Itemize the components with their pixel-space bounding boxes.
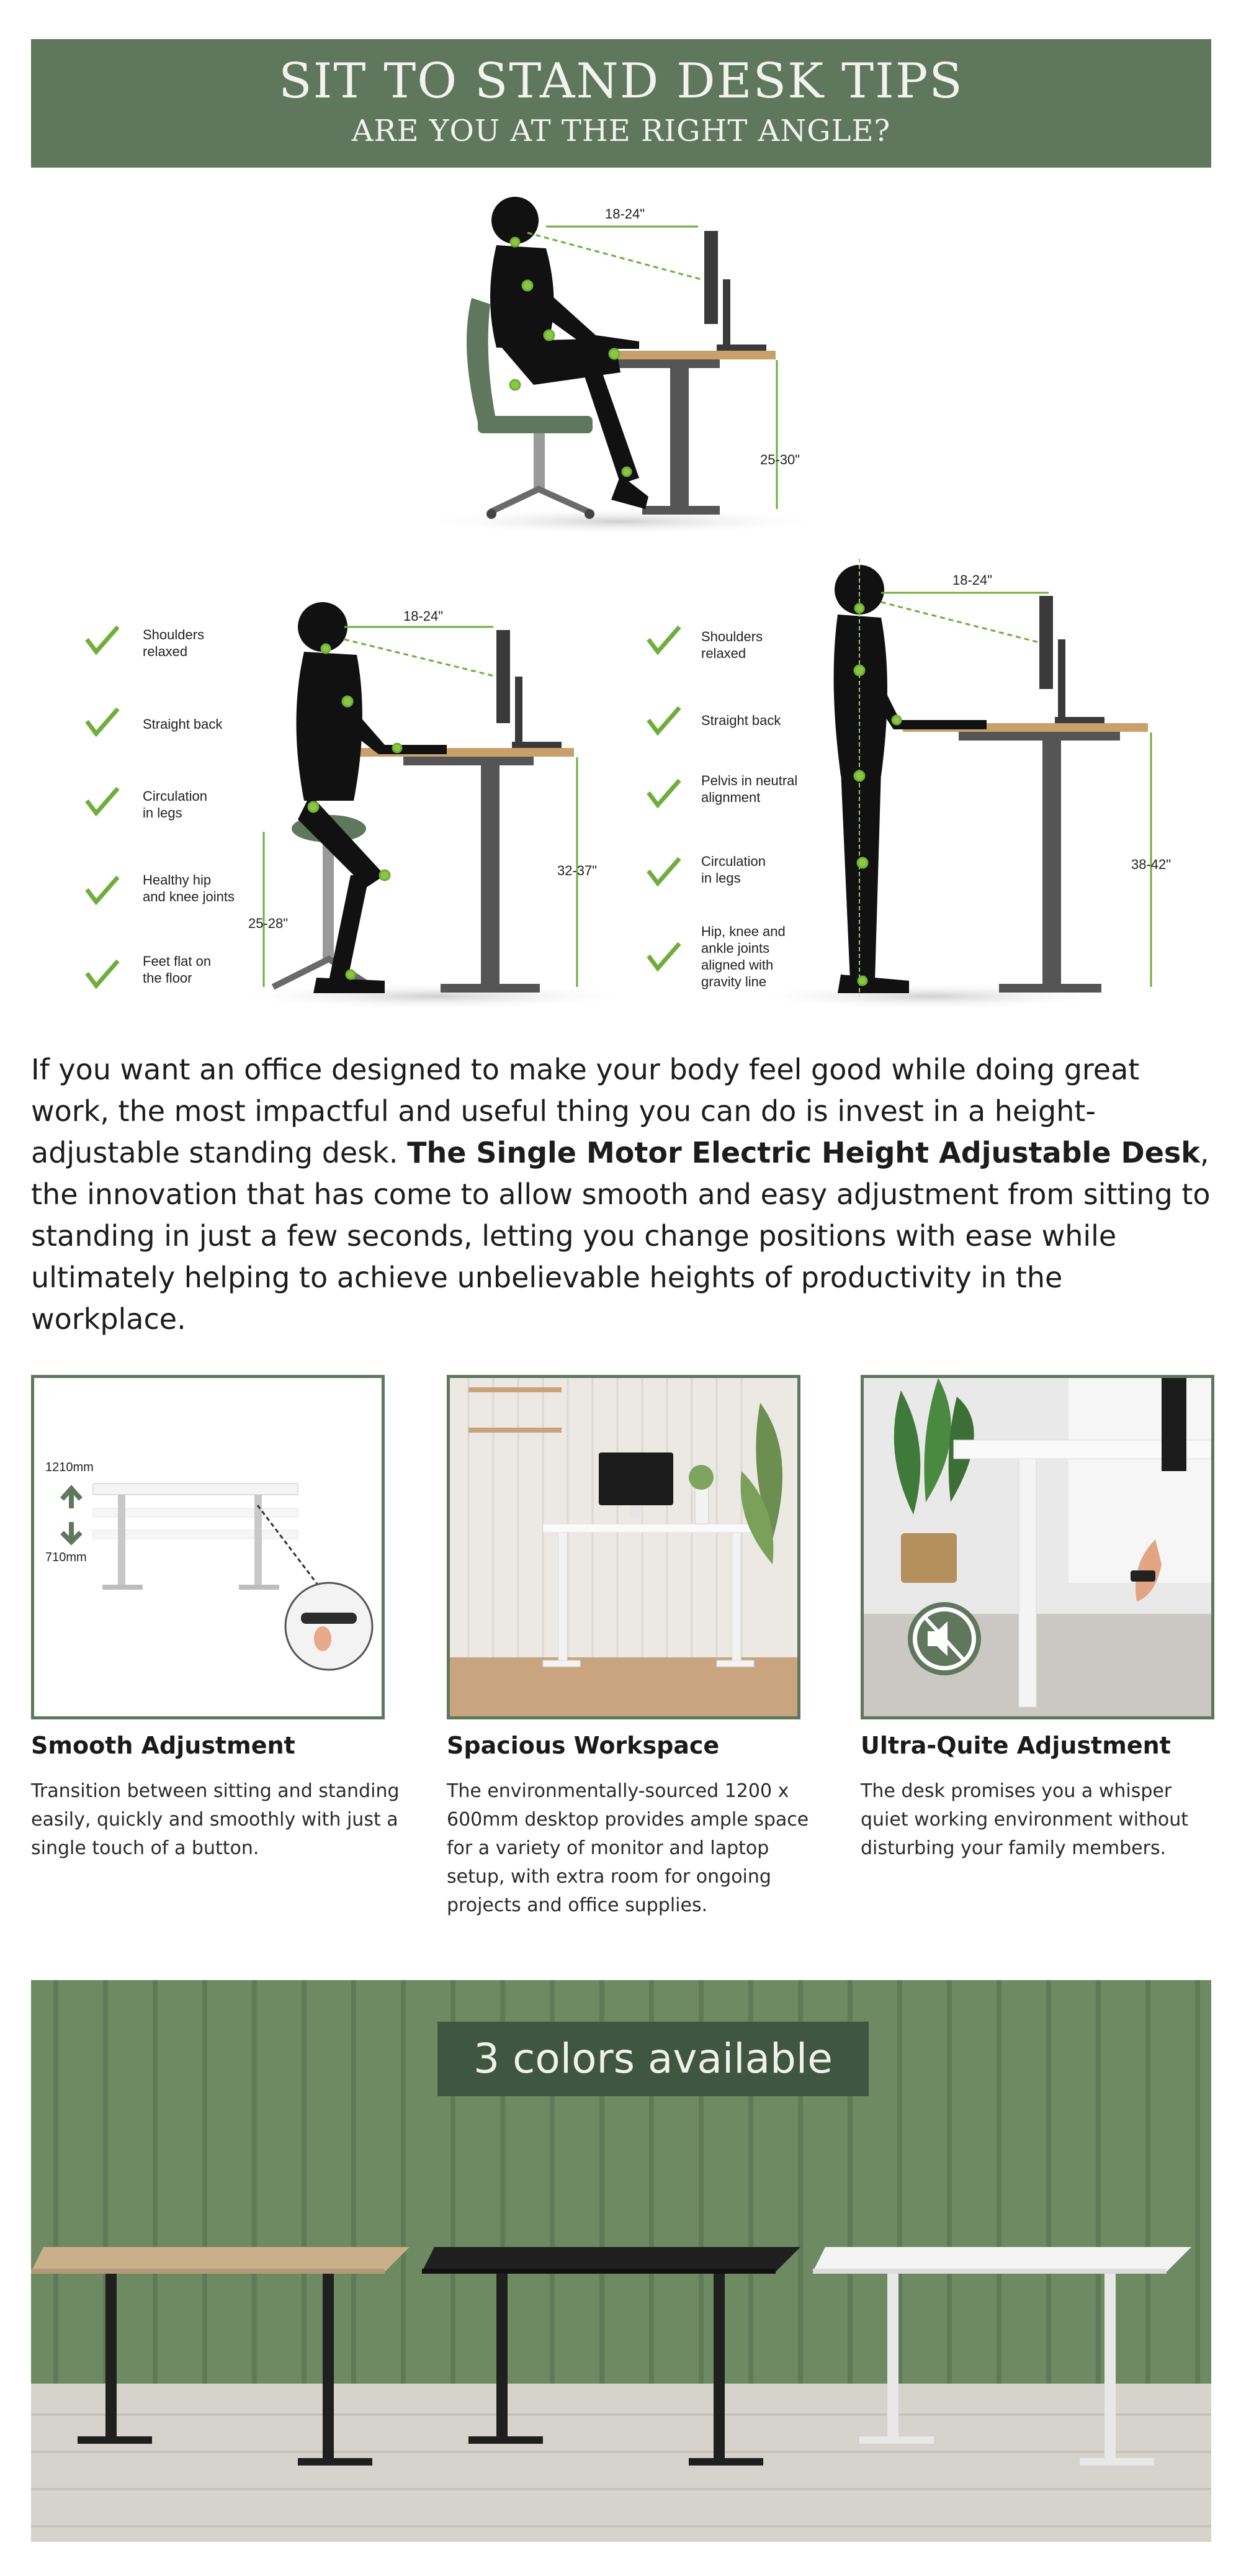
- check-icon: [87, 877, 118, 902]
- perched-figure-group: [230, 602, 639, 1010]
- right-checklist-item-1-line1: Shoulders: [701, 629, 763, 644]
- check-icon: [648, 627, 679, 652]
- page-subtitle: ARE YOU AT THE RIGHT ANGLE?: [351, 114, 891, 148]
- max-height-label: 1210mm: [45, 1461, 94, 1474]
- header-banner: [31, 39, 1211, 168]
- left-checklist-item-5-line2: the floor: [143, 970, 192, 986]
- colors-available-panel: [31, 1980, 1211, 2542]
- check-icon: [648, 708, 679, 732]
- top-eye-distance: 18-24": [605, 206, 645, 222]
- feature-text-spacious: The environmentally-sourced 1200 x 600mm desktop provides ample space for a variety of monitor and laptop setup, with extra room for ongoing projects and office supplies.: [447, 1780, 809, 1916]
- left-seat-height: 25-28": [248, 916, 289, 931]
- right-checklist-item-5-line1: Hip, knee and: [701, 924, 786, 939]
- left-checklist-item-1-line1: Shoulders: [143, 627, 205, 642]
- feature-text-quiet: The desk promises you a whisper quiet working environment without disturbing your family members.: [861, 1780, 1189, 1859]
- arrow-down-icon: [62, 1522, 81, 1542]
- right-checklist-item-4-line2: in legs: [701, 870, 741, 886]
- right-checklist-item-5-line3: aligned with: [701, 957, 774, 973]
- left-desk-height: 32-37": [557, 863, 598, 878]
- left-checklist: [87, 627, 235, 986]
- feature-title-spacious: Spacious Workspace: [447, 1732, 720, 1759]
- left-checklist-item-3-line1: Circulation: [143, 788, 207, 804]
- feature-text-smooth: Transition between sitting and standing easily, quickly and smoothly with just a single touch of a button.: [31, 1780, 400, 1859]
- right-checklist-item-1-line2: relaxed: [701, 646, 746, 661]
- left-checklist-item-4-line2: and knee joints: [143, 889, 235, 904]
- arrow-up-icon: [62, 1488, 81, 1508]
- check-icon: [87, 961, 118, 986]
- right-checklist: [648, 627, 797, 989]
- page-title: SIT TO STAND DESK TIPS: [279, 53, 964, 109]
- feature-title-smooth: Smooth Adjustment: [31, 1732, 295, 1759]
- check-icon: [648, 943, 679, 968]
- right-checklist-item-3-line1: Pelvis in neutral: [701, 773, 798, 788]
- right-checklist-item-4-line1: Circulation: [701, 853, 766, 869]
- check-icon: [87, 627, 118, 652]
- check-icon: [648, 858, 679, 883]
- right-eye-distance: 18-24": [952, 572, 993, 588]
- left-checklist-item-4-line1: Healthy hip: [143, 872, 212, 888]
- intro-text-1: If you want an office designed to make your body feel good while doing great work, the most impactful and useful thing you can do is invest in a height-adjustable standing desk.: [31, 1053, 1140, 1169]
- check-icon: [87, 709, 118, 734]
- left-checklist-item-3-line2: in legs: [143, 805, 182, 821]
- right-checklist-item-5-line2: ankle joints: [701, 940, 770, 956]
- left-checklist-item-1-line2: relaxed: [143, 644, 188, 659]
- right-checklist-item-5-line4: gravity line: [701, 974, 767, 989]
- ultra-quiet-image: [861, 1375, 1214, 1719]
- check-icon: [87, 788, 118, 813]
- feature-title-quiet: Ultra-Quite Adjustment: [861, 1732, 1171, 1759]
- standing-figure-group: [745, 559, 1171, 1010]
- colors-available-badge: 3 colors available: [437, 2022, 869, 2096]
- left-checklist-item-5-line1: Feet flat on: [143, 953, 212, 969]
- spacious-workspace-image: [447, 1375, 800, 1719]
- smooth-adjustment-image: [31, 1375, 385, 1719]
- right-desk-height: 38-42": [1131, 857, 1172, 872]
- left-checklist-item-2-line1: Straight back: [143, 716, 223, 732]
- intro-text-2: , the innovation that has come to allow smooth and easy adjustment from sitting to standing in just a few seconds, letting you change positions with ease while ultimately helping to achieve unbelievable heights of productivity in the workplace.: [31, 1136, 1211, 1336]
- intro-paragraph: [31, 1049, 1216, 1340]
- product-name: The Single Motor Electric Height Adjustable Desk: [407, 1136, 1200, 1169]
- right-checklist-item-2-line1: Straight back: [701, 713, 781, 728]
- mute-icon: [910, 1605, 979, 1673]
- left-eye-distance: 18-24": [403, 608, 444, 624]
- right-checklist-item-3-line2: alignment: [701, 790, 761, 805]
- top-desk-height: 25-30": [760, 452, 800, 467]
- min-height-label: 710mm: [45, 1551, 87, 1564]
- ergonomic-diagram: [0, 186, 1241, 1018]
- check-icon: [648, 780, 679, 805]
- seated-figure-group: [416, 197, 825, 535]
